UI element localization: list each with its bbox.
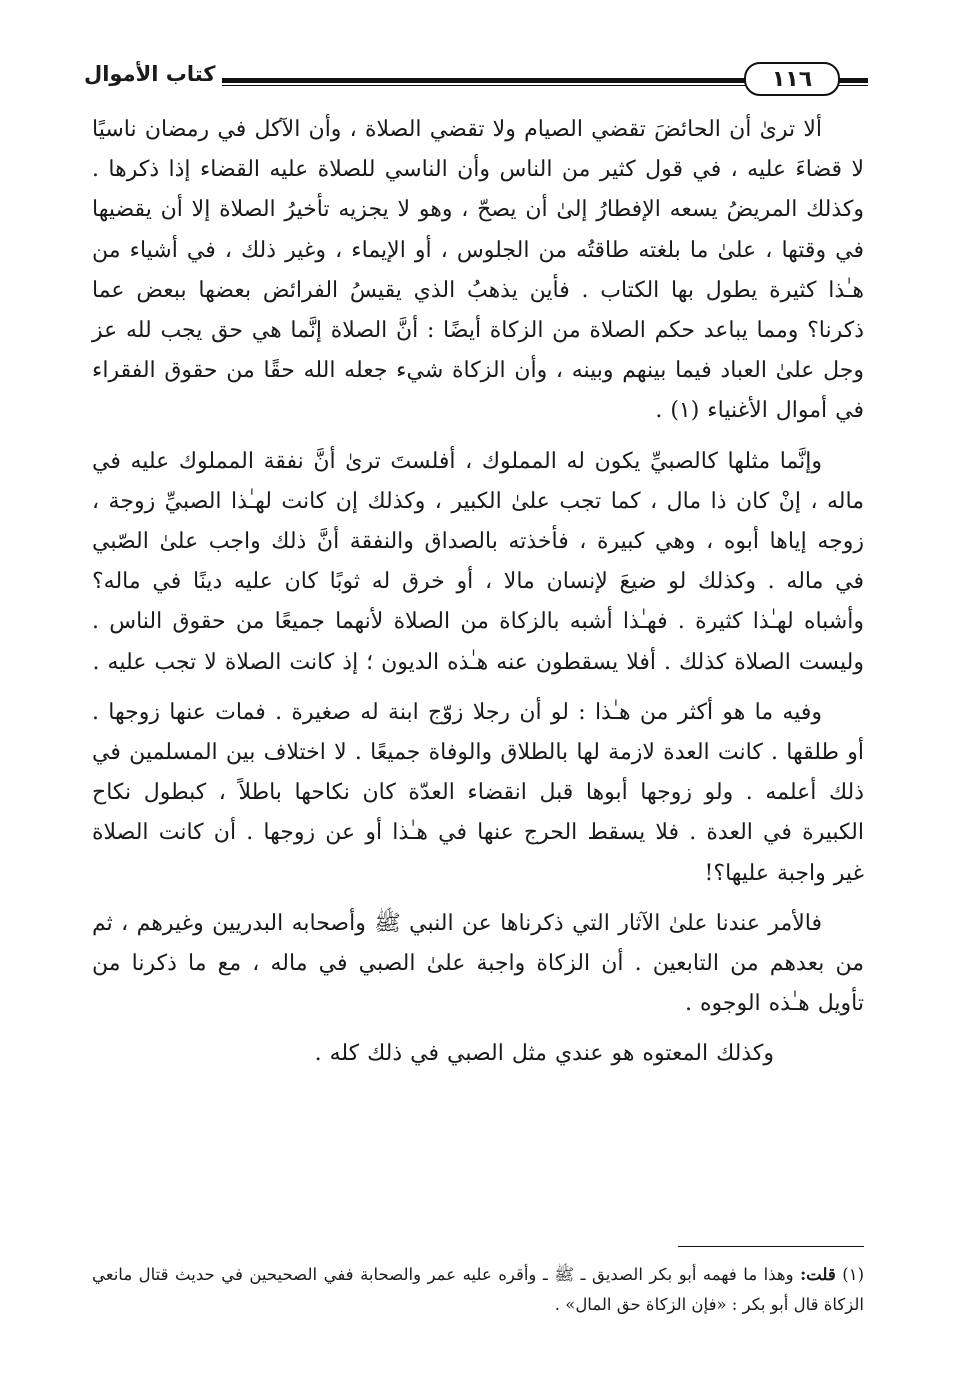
paragraph-4: فالأمر عندنا علىٰ الآثار التي ذكرناها عن النبي ﷺ وأصحابه البدريين وغيرهم ، ثم من بعدهم من التابعين . أن الزكاة واجبة علىٰ الصبي في ماله ، مع ما ذكرنا من تأويل هـٰذه الوجوه . bbox=[92, 910, 864, 1017]
paragraph-2: وإنَّما مثلها كالصبيِّ يكون له المملوك ، أفلستَ ترىٰ أنَّ نفقة المملوك عليه في ماله ، إنْ كان ذا مال ، كما تجب علىٰ الكبير ، وكذلك إن كانت لهـٰذا الصبيِّ زوجة ، زوجه إياها أبوه ، وهي كبيرة ، فأخذته بالصداق والنفقة أنَّ ذلك واجب علىٰ الصّبي في ماله . وكذلك لو ضيعَ لإنسان مالا ، أو خرق له ثوبًا كان عليه دينًا في ماله؟ وأشباه لهـٰذا كثيرة . فهـٰذا أشبه بالزكاة من الصلاة لأنهما جميعًا من حقوق الناس . وليست الصلاة كذلك . أفلا يسقطون عنه هـٰذه الديون ؛ إذ كانت الصلاة لا تجب عليه . bbox=[92, 448, 865, 675]
page-header bbox=[84, 58, 868, 102]
running-title: كتاب الأموال bbox=[84, 62, 216, 86]
footnote-text: وهذا ما فهمه أبو بكر الصديق ـ ﷺ ـ وأقره عليه عمر والصحابة ففي الصحيحين في حديث قتال مانعي الزكاة قال أبو بكر : «فإن الزكاة حق المال» . bbox=[92, 1265, 864, 1314]
header-rule-end bbox=[838, 78, 868, 86]
footnote-separator bbox=[678, 1246, 864, 1247]
footnote-lead: قلت: bbox=[800, 1265, 836, 1284]
paragraph-3: وفيه ما هو أكثر من هـٰذا : لو أن رجلا زوّج ابنة له صغيرة . فمات عنها زوجها . أو طلقها . كانت العدة لازمة لها بالطلاق والوفاة جميعًا . لا اختلاف بين المسلمين في ذلك أعلمه . ولو زوجها أبوها قبل انقضاء العدّة كان نكاحها باطلاً ، كبطول نكاح الكبيرة في العدة . فلا يسقط الحرج عنها في هـٰذا أو عن زوجها . أن كانت الصلاة غير واجبة عليها؟! bbox=[92, 699, 864, 886]
header-rule bbox=[222, 78, 750, 86]
footnote-marker: (١) bbox=[842, 1265, 864, 1284]
paragraph-1: ألا ترىٰ أن الحائضَ تقضي الصيام ولا تقضي الصلاة ، وأن الآكل في رمضان ناسيًا لا قضاءَ عليه ، في قول كثير من الناس وأن الناسي للصلاة عليه القضاء إذا ذكرها . وكذلك المريضُ يسعه الإفطارُ إلىٰ أن يصحّ ، وهو لا يجزيه تأخيرُ الصلاة إلا أن يقضيها في وقتها ، علىٰ ما بلغته طاقتُه من الجلوس ، أو الإيماء ، وغير ذلك ، في أشياء من هـٰذا كثيرة يطول بها الكتاب . فأين يذهبُ الذي يقيسُ الفرائض بعضها ببعض عما ذكرنا؟ ومما يباعد حكم الصلاة من الزكاة أيضًا : أنَّ الصلاة إنَّما هي حق يجب لله عز وجل علىٰ العباد فيما بينهم وبينه ، وأن الزكاة شيء جعله الله حقًا من حقوق الفقراء في أموال الأغنياء (١) . bbox=[92, 117, 864, 424]
page-number: ١١٦ bbox=[771, 66, 813, 92]
paragraph-5: وكذلك المعتوه هو عندي مثل الصبي في ذلك كله . bbox=[314, 1041, 774, 1067]
page-number-frame bbox=[744, 62, 840, 96]
body-text bbox=[92, 110, 864, 1085]
footnote bbox=[92, 1260, 864, 1320]
